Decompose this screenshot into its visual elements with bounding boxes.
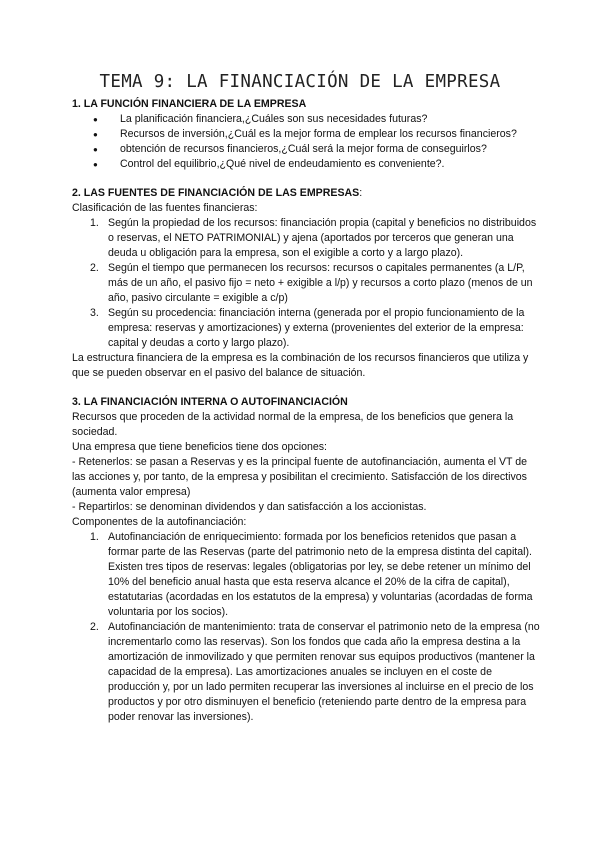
list-item: ● Recursos de inversión,¿Cuál es la mejor forma de emplear los recursos financieros?	[120, 127, 540, 142]
section-3-heading: 3. LA FINANCIACIÓN INTERNA O AUTOFINANCIACIÓN	[72, 396, 348, 408]
list-item	[90, 261, 540, 306]
list-text: Según su procedencia: financiación interna (generada por el propio funcionamiento de la empresa: reservas y amortizaciones) y externa (provenientes del exterior de la empresa: capital y deudas a corto y largo plazo).	[108, 307, 525, 349]
paragraph-line: Componentes de la autofinanciación:	[72, 516, 247, 528]
section-2-numbered-list	[72, 216, 540, 351]
paragraph-line: (aumenta valor empresa)	[72, 486, 191, 498]
document-body	[72, 97, 540, 725]
section-2-heading: 2. LAS FUENTES DE FINANCIACIÓN DE LAS EMPRESAS	[72, 187, 360, 199]
list-item	[90, 306, 540, 351]
list-text: Autofinanciación de enriquecimiento: formada por los beneficios retenidos que pasan a formar parte de las Reservas (parte del patrimonio neto de la empresa distinta del capital). Existen tres tipos de reservas: legales (obligatorias por ley, se debe retener un mínimo del 10% del beneficio anual hasta que esta reserva alcance el 20% de la cifra de capital), estatutarias (acordadas en los estatutos de la empresa) y voluntarias (acordadas de forma voluntaria por los socios).	[108, 531, 533, 618]
paragraph-line: - Retenerlos: se pasan a Reservas y es la principal fuente de autofinanciación, aumenta el VT de	[72, 456, 528, 468]
paragraph-line: Una empresa que tiene beneficios tiene dos opciones:	[72, 441, 328, 453]
list-item	[90, 216, 540, 261]
section-2-intro: Clasificación de las fuentes financieras:	[72, 202, 258, 214]
paragraph-line: Recursos que proceden de la actividad normal de la empresa, de los beneficios que genera la sociedad.	[72, 411, 514, 438]
list-number: 1.	[90, 217, 99, 229]
paragraph-line: las acciones y, por tanto, de la empresa y posibilitan el crecimiento. Satisfacción de los directivos	[72, 471, 527, 483]
list-item: ● obtención de recursos financieros,¿Cuál será la mejor forma de conseguirlos?	[120, 142, 540, 157]
list-text: Según la propiedad de los recursos: financiación propia (capital y beneficios no distribuidos o reservas, el NETO PATRIMONIAL) y ajena (aportados por terceros que generan una deuda u obligación para la empresa, son el exigible a corto y a largo plazo).	[108, 217, 537, 259]
section-2-closing: La estructura financiera de la empresa es la combinación de los recursos financieros que utiliza y que se pueden observar en el pasivo del balance de situación.	[72, 352, 529, 379]
page-title: TEMA 9: LA FINANCIACIÓN DE LA EMPRESA	[99, 72, 501, 92]
list-text: Autofinanciación de mantenimiento: trata de conservar el patrimonio neto de la empresa (no incrementarlo como las reservas). Son los fondos que cada año la empresa destina a la amortización de inmovilizado y que permiten renovar sus equipos productivos (mantener la capacidad de la empresa). Las amortizaciones anuales se incluyen en el coste de producción y, por un lado permiten recuperar las inversiones al incluirse en el precio de los productos y por otro disminuyen el beneficio (reteniendo parte dentro de la empresa para poder renovar las inversiones).	[108, 621, 540, 723]
list-item: ● La planificación financiera,¿Cuáles son sus necesidades futuras?	[120, 112, 540, 127]
section-2-heading-colon: :	[359, 187, 363, 199]
list-number: 1.	[90, 531, 99, 543]
list-number: 2.	[90, 621, 99, 633]
list-item: ● Control del equilibrio,¿Qué nivel de endeudamiento es conveniente?.	[120, 157, 540, 172]
section-1-bullet-list	[72, 112, 540, 172]
list-item	[90, 530, 540, 620]
section-2-heading-line	[72, 186, 540, 201]
list-text: Según el tiempo que permanecen los recursos: recursos o capitales permanentes (a L/P, más de un año, el pasivo fijo = neto + exigible a l/p) y recursos a corto plazo (menos de un año, pasivo circulante = exigible a c/p)	[108, 262, 533, 304]
section-3-numbered-list	[72, 530, 540, 725]
list-number: 2.	[90, 262, 99, 274]
list-item	[90, 620, 540, 725]
paragraph-line: - Repartirlos: se denominan dividendos y dan satisfacción a los accionistas.	[72, 501, 427, 513]
section-1-heading: 1. LA FUNCIÓN FINANCIERA DE LA EMPRESA	[72, 98, 307, 110]
list-number: 3.	[90, 307, 99, 319]
